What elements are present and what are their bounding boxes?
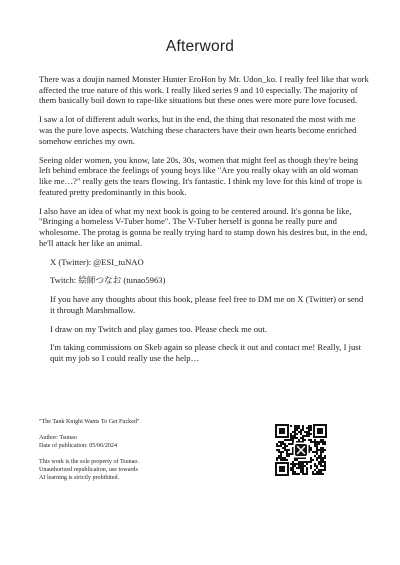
book-title: "The Tank Knight Wants To Get Fucked" (39, 419, 140, 425)
qr-module (310, 461, 312, 463)
qr-module (286, 449, 288, 451)
qr-module (282, 457, 284, 459)
qr-module (314, 439, 316, 441)
qr-module (324, 461, 326, 463)
qr-module (314, 455, 316, 457)
qr-module (276, 449, 278, 451)
qr-module (286, 445, 288, 447)
qr-module (292, 467, 294, 469)
qr-module (320, 473, 322, 475)
qr-module (294, 463, 296, 465)
qr-module (320, 469, 322, 471)
qr-module (316, 459, 318, 461)
twitch-handle: Twitch: 絵師つなお (tunao5963) (50, 275, 166, 286)
qr-module (290, 437, 292, 439)
x-logo-icon (294, 443, 309, 458)
qr-module (310, 449, 312, 451)
qr-module (322, 459, 324, 461)
qr-module (316, 441, 318, 443)
qr-module (312, 473, 314, 475)
qr-module (284, 445, 286, 447)
qr-module (306, 461, 308, 463)
qr-module (280, 445, 282, 447)
qr-module (312, 441, 314, 443)
qr-module (310, 457, 312, 459)
qr-module (324, 465, 326, 467)
qr-module (300, 469, 302, 471)
qr-module (306, 469, 308, 471)
colophon (39, 418, 229, 483)
qr-module (300, 471, 302, 473)
qr-module (290, 433, 292, 435)
qr-module (306, 467, 308, 469)
qr-module (314, 469, 316, 471)
qr-module (310, 441, 312, 443)
qr-module (300, 433, 302, 435)
qr-module (296, 473, 298, 475)
qr-module (316, 443, 318, 445)
qr-module (320, 461, 322, 463)
qr-module (284, 443, 286, 445)
qr-module (316, 453, 318, 455)
qr-module (322, 439, 324, 441)
paragraph-1: There was a doujin named Monster Hunter EroHon by Mr. Udon_ko. I really feel like that work affected the true nature of this work. I really liked series 9 and 10 especially. The majority of them basically boil down to rape-like situations but these ones were more pure love focused. (39, 74, 369, 106)
qr-finder-bottom-left (275, 462, 289, 476)
qr-module (302, 471, 304, 473)
qr-module (322, 441, 324, 443)
qr-module (294, 425, 296, 427)
qr-module (322, 451, 324, 453)
paragraph-4: I also have an idea of what my next book is going to be centered around. It's gonna be like, "Bringing a homeless V-Tuber home". The V-Tuber herself is gonna be really pure and wholesome. The protag is gonna be really trying hard to stamp down his desires but, in the end, he'll attack her like an animal. (39, 205, 368, 248)
qr-module (296, 463, 298, 465)
qr-module (300, 437, 302, 439)
qr-module (310, 433, 312, 435)
qr-module (282, 447, 284, 449)
qr-module (288, 449, 290, 451)
qr-module (298, 473, 300, 475)
qr-module (278, 451, 280, 453)
qr-module (310, 447, 312, 449)
qr-module (298, 461, 300, 463)
qr-module (292, 461, 294, 463)
qr-module (280, 453, 282, 455)
qr-module (318, 441, 320, 443)
qr-module (318, 455, 320, 457)
qr-module (318, 473, 320, 475)
qr-module (324, 463, 326, 465)
qr-module (308, 429, 310, 431)
qr-module (286, 459, 288, 461)
qr-module (310, 439, 312, 441)
qr-module (298, 439, 300, 441)
qr-module (308, 433, 310, 435)
qr-module (320, 441, 322, 443)
qr-module (320, 449, 322, 451)
qr-module (294, 471, 296, 473)
qr-module (324, 449, 326, 451)
qr-module (292, 473, 294, 475)
qr-module (296, 467, 298, 469)
qr-module (276, 459, 278, 461)
qr-module (292, 471, 294, 473)
qr-module (310, 427, 312, 429)
qr-module (282, 443, 284, 445)
qr-module (324, 467, 326, 469)
qr-module (324, 457, 326, 459)
qr-module (310, 429, 312, 431)
qr-module (298, 425, 300, 427)
qr-module (290, 439, 292, 441)
qr-module (284, 447, 286, 449)
qr-module (294, 459, 296, 461)
qr-module (294, 473, 296, 475)
qr-module (304, 435, 306, 437)
qr-module (282, 441, 284, 443)
dm-note: If you have any thoughts about this book, please feel free to DM me on X (Twitter) or send it through Marshmallow. (50, 294, 364, 315)
qr-module (320, 453, 322, 455)
qr-module (304, 461, 306, 463)
qr-module (320, 465, 322, 467)
qr-module (292, 463, 294, 465)
qr-module (290, 463, 292, 465)
qr-module (292, 465, 294, 467)
qr-module (314, 473, 316, 475)
qr-module (296, 425, 298, 427)
page-title: Afterword (165, 38, 235, 55)
qr-module (278, 455, 280, 457)
qr-module (316, 467, 318, 469)
qr-module (290, 443, 292, 445)
qr-module (298, 431, 300, 433)
qr-module (302, 439, 304, 441)
qr-module (322, 469, 324, 471)
rights-line-2: Unauthorized republication, use towards (39, 467, 138, 474)
qr-module (286, 439, 288, 441)
qr-module (318, 457, 320, 459)
qr-module (294, 431, 296, 433)
qr-module (294, 429, 296, 431)
qr-module (296, 427, 298, 429)
qr-module (310, 425, 312, 427)
qr-module (320, 451, 322, 453)
qr-module (314, 465, 316, 467)
qr-module (280, 455, 282, 457)
qr-module (320, 447, 322, 449)
qr-code[interactable] (274, 423, 328, 477)
qr-module (278, 445, 280, 447)
qr-module (298, 427, 300, 429)
qr-module (282, 451, 284, 453)
qr-module (314, 463, 316, 465)
qr-module (320, 455, 322, 457)
qr-module (306, 427, 308, 429)
qr-module (308, 425, 310, 427)
qr-module (290, 453, 292, 455)
qr-module (294, 437, 296, 439)
qr-module (300, 429, 302, 431)
qr-module (306, 471, 308, 473)
qr-finder-top-left (275, 424, 289, 438)
qr-module (290, 469, 292, 471)
qr-module (284, 449, 286, 451)
qr-module (300, 465, 302, 467)
qr-module (288, 453, 290, 455)
qr-module (302, 467, 304, 469)
qr-module (302, 425, 304, 427)
qr-module (316, 451, 318, 453)
paragraph-2: I saw a lot of different adult works, but in the end, the thing that resonated the most with me was the pure love aspects. Watching these characters have their own hearts become enriched somehow enriches my own. (39, 114, 357, 146)
qr-module (318, 469, 320, 471)
qr-module (318, 449, 320, 451)
qr-module (302, 463, 304, 465)
qr-module (318, 463, 320, 465)
qr-module (304, 473, 306, 475)
qr-module (296, 429, 298, 431)
qr-module (300, 463, 302, 465)
qr-module (290, 425, 292, 427)
qr-module (304, 431, 306, 433)
qr-module (294, 465, 296, 467)
afterword-body (39, 74, 369, 372)
qr-module (290, 467, 292, 469)
qr-module (280, 457, 282, 459)
qr-module (318, 461, 320, 463)
qr-module (286, 451, 288, 453)
qr-module (284, 439, 286, 441)
qr-module (316, 473, 318, 475)
qr-module (284, 457, 286, 459)
qr-module (304, 465, 306, 467)
qr-module (276, 443, 278, 445)
publication-date: Date of publication: 05/06/2024 (39, 443, 118, 450)
qr-module (300, 467, 302, 469)
qr-module (296, 433, 298, 435)
qr-module (322, 457, 324, 459)
qr-module (322, 473, 324, 475)
qr-module (298, 467, 300, 469)
qr-module (320, 439, 322, 441)
qr-module (308, 461, 310, 463)
qr-module (292, 469, 294, 471)
qr-module (324, 469, 326, 471)
qr-module (302, 469, 304, 471)
qr-module (314, 445, 316, 447)
qr-module (278, 457, 280, 459)
qr-module (320, 463, 322, 465)
qr-module (314, 441, 316, 443)
qr-module (302, 427, 304, 429)
qr-module (280, 459, 282, 461)
qr-module (306, 473, 308, 475)
qr-module (308, 427, 310, 429)
qr-module (280, 451, 282, 453)
rights-line-1: This work is the sole property of Tsunao. (39, 459, 139, 466)
qr-module (288, 455, 290, 457)
qr-module (318, 443, 320, 445)
qr-module (308, 431, 310, 433)
qr-module (320, 457, 322, 459)
qr-module (320, 471, 322, 473)
qr-module (316, 445, 318, 447)
qr-module (310, 459, 312, 461)
x-twitter-handle: X (Twitter): @ESI_tuNAO (50, 256, 144, 267)
qr-module (316, 457, 318, 459)
contact-section (39, 257, 369, 364)
qr-module (280, 443, 282, 445)
qr-module (320, 459, 322, 461)
paragraph-3: Seeing older women, you know, late 20s, 30s, women that might feel as though they're being left behind embrace the feelings of young boys like "Are you really okay with an old woman like me…?" really gets the tears flowing. It's fantastic. I think my love for this kind of trope is featured pretty predominantly in this book. (39, 154, 362, 197)
qr-module (322, 461, 324, 463)
qr-module (294, 427, 296, 429)
qr-module (292, 435, 294, 437)
qr-module (324, 441, 326, 443)
qr-module (306, 435, 308, 437)
qr-module (292, 437, 294, 439)
rights-line-3: AI learning is strictly prohibited. (39, 475, 120, 482)
qr-module (316, 471, 318, 473)
qr-module (284, 459, 286, 461)
qr-module (280, 441, 282, 443)
qr-module (306, 433, 308, 435)
qr-module (292, 439, 294, 441)
qr-module (290, 435, 292, 437)
qr-module (286, 455, 288, 457)
qr-module (304, 439, 306, 441)
qr-module (312, 451, 314, 453)
qr-module (312, 471, 314, 473)
qr-module (324, 455, 326, 457)
qr-module (276, 445, 278, 447)
qr-module (288, 439, 290, 441)
qr-module (312, 459, 314, 461)
qr-module (282, 459, 284, 461)
qr-module (322, 465, 324, 467)
qr-module (316, 447, 318, 449)
qr-module (286, 453, 288, 455)
qr-module (308, 435, 310, 437)
qr-finder-top-right (313, 424, 327, 438)
qr-module (306, 431, 308, 433)
qr-module (298, 463, 300, 465)
qr-module (302, 429, 304, 431)
qr-module (294, 433, 296, 435)
qr-module (292, 431, 294, 433)
qr-module (302, 465, 304, 467)
qr-module (322, 449, 324, 451)
qr-module (278, 441, 280, 443)
qr-module (322, 443, 324, 445)
qr-module (310, 465, 312, 467)
qr-module (300, 461, 302, 463)
qr-module (302, 473, 304, 475)
qr-module (298, 465, 300, 467)
twitch-note: I draw on my Twitch and play games too. Please check me out. (50, 323, 267, 334)
qr-module (316, 449, 318, 451)
qr-module (302, 437, 304, 439)
qr-module (322, 447, 324, 449)
qr-module (314, 443, 316, 445)
qr-module (316, 465, 318, 467)
qr-module (302, 461, 304, 463)
qr-module (310, 467, 312, 469)
author-line: Author: Tsunao (39, 435, 77, 442)
qr-module (308, 439, 310, 441)
qr-module (318, 471, 320, 473)
qr-module (296, 459, 298, 461)
qr-module (296, 437, 298, 439)
qr-module (278, 449, 280, 451)
qr-module (324, 443, 326, 445)
qr-module (306, 463, 308, 465)
qr-module (288, 443, 290, 445)
qr-module (276, 457, 278, 459)
qr-module (314, 451, 316, 453)
qr-module (300, 431, 302, 433)
qr-module (302, 435, 304, 437)
qr-module (294, 435, 296, 437)
skeb-note: I'm taking commissions on Skeb again so please check it out and contact me! Really, I just quit my job so I could really use the help… (50, 342, 362, 363)
